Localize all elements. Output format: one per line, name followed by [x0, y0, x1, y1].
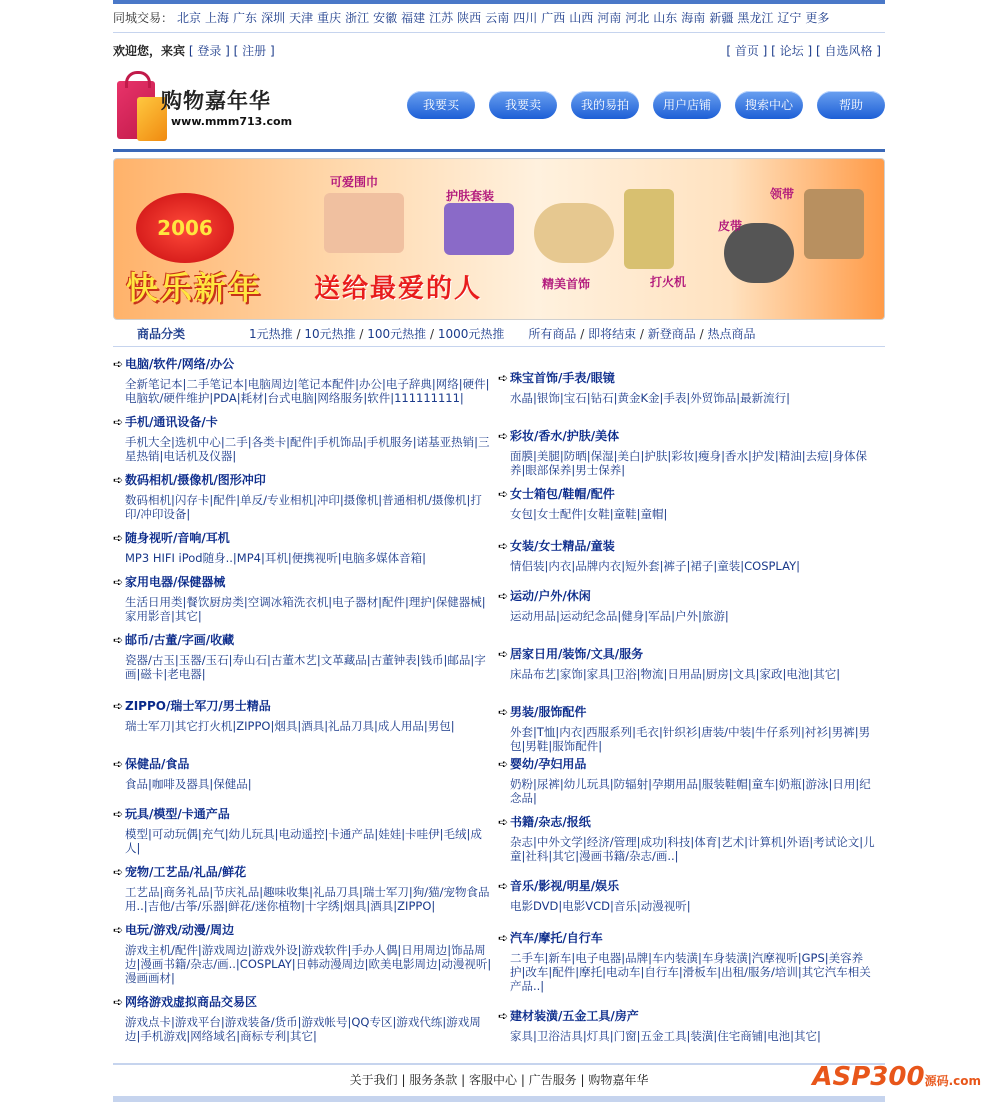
category-title-text: 女装/女士精品/童装 — [510, 539, 615, 553]
category-subnav — [113, 322, 885, 347]
category-items[interactable]: 床品布艺|家饰|家具|卫浴|物流|日用品|厨房|文具|家政|电池|其它| — [510, 667, 841, 681]
arrow-icon: ➪ — [498, 429, 509, 443]
category-title[interactable] — [498, 703, 878, 721]
footer-bar — [113, 1096, 885, 1102]
category-title[interactable] — [498, 813, 878, 831]
category-items[interactable]: MP3 HIFI iPod随身..|MP4|耳机|便携视听|电脑多媒体音箱| — [125, 551, 426, 565]
arrow-icon: ➪ — [113, 923, 124, 937]
category-title[interactable] — [113, 863, 493, 881]
category-block — [113, 529, 493, 565]
footer-link[interactable]: 服务条款 — [409, 1073, 458, 1087]
category-block — [113, 355, 493, 405]
category-title-text: 家用电器/保健器械 — [125, 575, 226, 589]
category-title-text: 运动/户外/休闲 — [510, 589, 591, 603]
category-title[interactable] — [113, 413, 493, 431]
category-items[interactable]: 家具|卫浴洁具|灯具|门窗|五金工具|装潢|住宅商铺|电池|其它| — [510, 1029, 821, 1043]
scarf-image — [324, 193, 404, 253]
nav-button[interactable]: 我要买 — [407, 91, 475, 119]
tie-image — [804, 189, 864, 259]
city-link[interactable]: 云南 — [485, 11, 510, 25]
category-block — [498, 537, 878, 573]
category-title[interactable] — [498, 369, 878, 387]
price-hot-link[interactable]: 1000元热推 — [437, 327, 505, 341]
category-title-text: 男装/服饰配件 — [510, 705, 587, 719]
arrow-icon: ➪ — [498, 879, 509, 893]
arrow-icon: ➪ — [498, 589, 509, 603]
category-title[interactable] — [498, 1007, 878, 1025]
category-title[interactable] — [113, 529, 493, 547]
category-items[interactable]: 游戏点卡|游戏平台|游戏装备/货币|游戏帐号|QQ专区|游戏代练|游戏周边|手机游戏|网络域名|商标专利|其它| — [125, 1015, 481, 1043]
arrow-icon: ➪ — [498, 371, 509, 385]
category-title-text: 彩妆/香水/护肤/美体 — [510, 429, 620, 443]
category-title[interactable] — [113, 805, 493, 823]
category-block — [113, 697, 493, 733]
category-items[interactable]: 运动用品|运动纪念品|健身|军品|户外|旅游| — [510, 609, 729, 623]
category-title-text: 电玩/游戏/动漫/周边 — [125, 923, 235, 937]
category-items[interactable]: 情侣装|内衣|品牌内衣|短外套|裤子|裙子|童装|COSPLAY| — [510, 559, 800, 573]
watermark-brand: ASP300 — [812, 1062, 925, 1092]
category-block — [113, 863, 493, 913]
category-title-text: 汽车/摩托/自行车 — [510, 931, 603, 945]
welcome-bar — [113, 33, 885, 67]
footer-links — [113, 1063, 885, 1093]
site-logo[interactable] — [115, 71, 305, 143]
category-title-text: ZIPPO/瑞士军刀/男士精品 — [125, 699, 271, 713]
footer-link[interactable]: 购物嘉年华 — [588, 1073, 649, 1087]
arrow-icon: ➪ — [113, 415, 124, 429]
city-link[interactable]: 重庆 — [317, 11, 342, 25]
city-link[interactable]: 新疆 — [709, 11, 734, 25]
nav-button[interactable]: 用户店铺 — [653, 91, 721, 119]
category-title-text: 宠物/工艺品/礼品/鲜花 — [125, 865, 247, 879]
separator: / — [426, 327, 438, 341]
new-year-banner[interactable] — [113, 158, 885, 320]
banner-tag-tie: 领带 — [770, 187, 795, 201]
banner-year: 2006 — [136, 193, 234, 263]
category-block — [498, 485, 878, 521]
category-items[interactable]: 奶粉|尿裤|幼儿玩具|防辐射|孕期用品|服装鞋帽|童车|奶瓶|游泳|日用|纪念品| — [510, 777, 871, 805]
city-link[interactable]: 福建 — [401, 11, 426, 25]
category-block — [113, 755, 493, 791]
category-items[interactable]: 电影DVD|电影VCD|音乐|动漫视听| — [510, 899, 691, 913]
nav-button[interactable]: 搜索中心 — [735, 91, 803, 119]
category-items[interactable]: 二手车|新车|电子电器|品牌|车内装潢|车身装潢|汽摩视听|GPS|美容养护|改车|配件|摩托|电动车|自行车|滑板车|出租/服务/培训|其它汽车相关产品..| — [510, 951, 871, 993]
category-items[interactable]: 水晶|银饰|宝石|钻石|黄金K金|手表|外贸饰品|最新流行| — [510, 391, 791, 405]
nav-button[interactable]: 我要卖 — [489, 91, 557, 119]
category-title: 商品分类 — [137, 327, 186, 341]
category-title-text: 女士箱包/鞋帽/配件 — [510, 487, 615, 501]
city-link[interactable]: 河南 — [597, 11, 622, 25]
city-trade-bar — [113, 4, 885, 33]
footer-link[interactable]: 客服中心 — [468, 1073, 517, 1087]
city-link[interactable]: 北京 — [177, 11, 202, 25]
watermark-domain: .com — [948, 1074, 981, 1088]
category-block — [113, 921, 493, 985]
banner-headline: 快乐新年 — [126, 269, 263, 307]
category-title[interactable] — [113, 631, 493, 649]
logo-url: www.mmm713.com — [171, 115, 293, 128]
watermark-logo — [812, 1062, 981, 1092]
category-title[interactable] — [498, 877, 878, 895]
style-link[interactable]: [ 自选风格 ] — [816, 44, 881, 58]
separator: / — [292, 327, 305, 341]
city-link[interactable]: 江苏 — [429, 11, 454, 25]
separator: | — [517, 1073, 529, 1087]
city-link[interactable]: 辽宁 — [777, 11, 802, 25]
city-link[interactable]: 山东 — [653, 11, 678, 25]
city-link[interactable]: 深圳 — [261, 11, 286, 25]
category-title-text: 邮币/古董/字画/收藏 — [125, 633, 235, 647]
arrow-icon: ➪ — [498, 815, 509, 829]
category-block — [113, 413, 493, 463]
city-link[interactable]: 广东 — [233, 11, 258, 25]
separator: / — [355, 327, 368, 341]
city-link[interactable]: 上海 — [205, 11, 230, 25]
separator: / — [576, 327, 589, 341]
category-columns — [113, 355, 885, 1080]
category-block — [498, 369, 878, 405]
category-title-text: 书籍/杂志/报纸 — [510, 815, 591, 829]
city-link[interactable]: 河北 — [625, 11, 650, 25]
banner-tag-scarf: 可爱围巾 — [330, 175, 379, 189]
city-list — [177, 11, 833, 25]
city-link[interactable]: 广西 — [541, 11, 566, 25]
arrow-icon: ➪ — [113, 699, 124, 713]
city-link[interactable]: 四川 — [513, 11, 538, 25]
category-items[interactable]: 游戏主机/配件|游戏周边|游戏外设|游戏软件|手办人偶|日用周边|饰品周边|漫画书籍/杂志/画..|COSPLAY|日韩动漫周边|欧美电影周边|动漫视听|漫画画材| — [125, 943, 492, 985]
banner-tag-lighter: 打火机 — [650, 275, 687, 289]
register-link[interactable]: [ 注册 ] — [233, 44, 275, 58]
city-link[interactable]: 更多 — [805, 11, 830, 25]
city-link[interactable]: 浙江 — [345, 11, 370, 25]
arrow-icon: ➪ — [113, 807, 124, 821]
city-link[interactable]: 山西 — [569, 11, 594, 25]
category-title[interactable] — [498, 645, 878, 663]
price-hot-link[interactable]: 10元热推 — [304, 327, 356, 341]
footer-link[interactable]: 广告服务 — [528, 1073, 577, 1087]
nav-button[interactable]: 我的易拍 — [571, 91, 639, 119]
category-title-text: 保健品/食品 — [125, 757, 190, 771]
watermark-tag: 源码 — [924, 1074, 949, 1088]
arrow-icon: ➪ — [113, 531, 124, 545]
category-title[interactable] — [498, 929, 878, 947]
category-title[interactable] — [498, 537, 878, 555]
arrow-icon: ➪ — [498, 1009, 509, 1023]
banner-tag-belt: 皮带 — [718, 219, 743, 233]
arrow-icon: ➪ — [498, 931, 509, 945]
category-items[interactable]: 全新笔记本|二手笔记本|电脑周边|笔记本配件|办公|电子辞典|网络|硬件|电脑软/硬件维护|PDA|耗材|台式电脑|网络服务|软件|111111111| — [125, 377, 490, 405]
category-items[interactable]: 工艺品|商务礼品|节庆礼品|趣味收集|礼品刀具|瑞士军刀|狗/猫/宠物食品用..|吉他/古筝/乐器|鲜花/迷你植物|十字绣|烟具|酒具|ZIPPO| — [125, 885, 490, 913]
separator: | — [576, 1073, 589, 1087]
category-block — [498, 645, 878, 681]
category-title[interactable] — [498, 485, 878, 503]
jewelry-image — [534, 203, 614, 263]
category-title-text: 建材装潢/五金工具/房产 — [510, 1009, 639, 1023]
price-hot-link[interactable]: 1元热推 — [249, 327, 293, 341]
arrow-icon: ➪ — [113, 633, 124, 647]
category-block — [498, 929, 878, 993]
city-link[interactable]: 黑龙江 — [737, 11, 774, 25]
skincare-image — [444, 203, 514, 255]
login-link[interactable]: [ 登录 ] — [188, 44, 230, 58]
footer-link[interactable]: 关于我们 — [349, 1073, 398, 1087]
category-block — [498, 1007, 878, 1043]
arrow-icon: ➪ — [498, 539, 509, 553]
other-links — [528, 322, 755, 346]
category-items[interactable]: 食品|咖啡及器具|保健品| — [125, 777, 252, 791]
main-nav — [407, 91, 885, 119]
category-title[interactable] — [498, 755, 878, 773]
site-header — [113, 67, 885, 152]
arrow-icon: ➪ — [113, 995, 124, 1009]
category-title-text: 音乐/影视/明星/娱乐 — [510, 879, 620, 893]
category-title-text: 手机/通讯设备/卡 — [125, 415, 218, 429]
price-links — [249, 322, 504, 346]
category-title[interactable] — [113, 697, 493, 715]
separator: | — [397, 1073, 410, 1087]
category-title[interactable] — [113, 921, 493, 939]
nav-button[interactable]: 帮助 — [817, 91, 885, 119]
category-items[interactable]: 杂志|中外文学|经济/管理|成功|科技|体育|艺术|计算机|外语|考试论文|儿童|社科|其它|漫画书籍/杂志/画..| — [510, 835, 875, 863]
banner-tag-jewelry: 精美首饰 — [542, 277, 591, 291]
home-link[interactable]: [ 首页 ] — [726, 44, 768, 58]
arrow-icon: ➪ — [113, 757, 124, 771]
category-block — [113, 573, 493, 623]
arrow-icon: ➪ — [113, 865, 124, 879]
city-link[interactable]: 天津 — [289, 11, 314, 25]
category-title-text: 珠宝首饰/手表/眼镜 — [510, 371, 615, 385]
category-title[interactable] — [113, 471, 493, 489]
category-items[interactable]: 女包|女士配件|女鞋|童鞋|童帽| — [510, 507, 668, 521]
category-block — [498, 813, 878, 863]
category-title[interactable] — [113, 573, 493, 591]
category-title-text: 数码相机/摄像机/图形冲印 — [125, 473, 266, 487]
arrow-icon: ➪ — [498, 647, 509, 661]
product-filter-link[interactable]: 热点商品 — [707, 327, 756, 341]
arrow-icon: ➪ — [113, 473, 124, 487]
category-block — [498, 427, 878, 477]
arrow-icon: ➪ — [113, 357, 124, 371]
separator: / — [695, 327, 708, 341]
banner-tag-skincare: 护肤套装 — [446, 189, 495, 203]
city-link[interactable]: 海南 — [681, 11, 706, 25]
category-items[interactable]: 面膜|美腿|防晒|保湿|美白|护肤|彩妆|瘦身|香水|护发|精油|去痘|身体保养|眼部保养|男士保养| — [510, 449, 867, 477]
product-filter-link[interactable]: 即将结束 — [588, 327, 637, 341]
category-items[interactable]: 瑞士军刀|其它打火机|ZIPPO|烟具|酒具|礼品刀具|成人用品|男包| — [125, 719, 455, 733]
arrow-icon: ➪ — [498, 487, 509, 501]
category-block — [498, 755, 878, 805]
category-items[interactable]: 模型|可动玩偶|充气|幼儿玩具|电动遥控|卡通产品|娃娃|卡哇伊|毛绒|成人| — [125, 827, 482, 855]
city-link[interactable]: 安徽 — [373, 11, 398, 25]
category-items[interactable]: 外套|T恤|内衣|西服系列|毛衣|针织衫|唐装/中装|牛仔系列|衬衫|男裤|男包|男鞋|服饰配件| — [510, 725, 871, 753]
city-link[interactable]: 陕西 — [457, 11, 482, 25]
category-items[interactable]: 瓷器/古玉|玉器/玉石|寿山石|古董木艺|文革藏品|古董钟表|钱币|邮品|字画|磁卡|老电器| — [125, 653, 486, 681]
category-title-text: 随身视听/音响/耳机 — [125, 531, 230, 545]
category-title[interactable] — [113, 355, 493, 373]
category-title[interactable] — [113, 755, 493, 773]
logo-title: 购物嘉年华 — [161, 89, 271, 113]
separator: | — [457, 1073, 469, 1087]
banner-subline: 送给最爱的人 — [314, 274, 483, 304]
arrow-icon: ➪ — [498, 757, 509, 771]
separator: / — [636, 327, 648, 341]
category-items[interactable]: 手机大全|选机中心|二手|各类卡|配件|手机饰品|手机服务|诺基亚热销|三星热销|电话机及仪器| — [125, 435, 490, 463]
category-title-text: 电脑/软件/网络/办公 — [125, 357, 235, 371]
category-title[interactable] — [498, 587, 878, 605]
product-filter-link[interactable]: 所有商品 — [528, 327, 577, 341]
category-block — [113, 471, 493, 521]
category-title-text: 居家日用/装饰/文具/服务 — [510, 647, 644, 661]
city-label: 同城交易： — [113, 11, 174, 25]
category-title-text: 婴幼/孕妇用品 — [510, 757, 587, 771]
category-title-text: 玩具/模型/卡通产品 — [125, 807, 230, 821]
category-items[interactable]: 生活日用类|餐饮厨房类|空调冰箱洗衣机|电子器材|配件|理护|保健器械|家用影音|其它| — [125, 595, 486, 623]
category-block — [498, 703, 878, 753]
category-title-text: 网络游戏虚拟商品交易区 — [125, 995, 258, 1009]
price-hot-link[interactable]: 100元热推 — [367, 327, 427, 341]
category-block — [498, 877, 878, 913]
arrow-icon: ➪ — [498, 705, 509, 719]
welcome-text: 欢迎您，来宾 — [113, 44, 186, 58]
forum-link[interactable]: [ 论坛 ] — [771, 44, 813, 58]
category-title[interactable] — [113, 993, 493, 1011]
category-block — [113, 805, 493, 855]
category-block — [498, 587, 878, 623]
arrow-icon: ➪ — [113, 575, 124, 589]
category-block — [113, 631, 493, 681]
category-title[interactable] — [498, 427, 878, 445]
product-filter-link[interactable]: 新登商品 — [647, 327, 696, 341]
category-block — [113, 993, 493, 1043]
lighter-image — [624, 189, 674, 269]
category-items[interactable]: 数码相机|闪存卡|配件|单反/专业相机|冲印|摄像机|普通相机/摄像机|打印/冲印设备| — [125, 493, 482, 521]
